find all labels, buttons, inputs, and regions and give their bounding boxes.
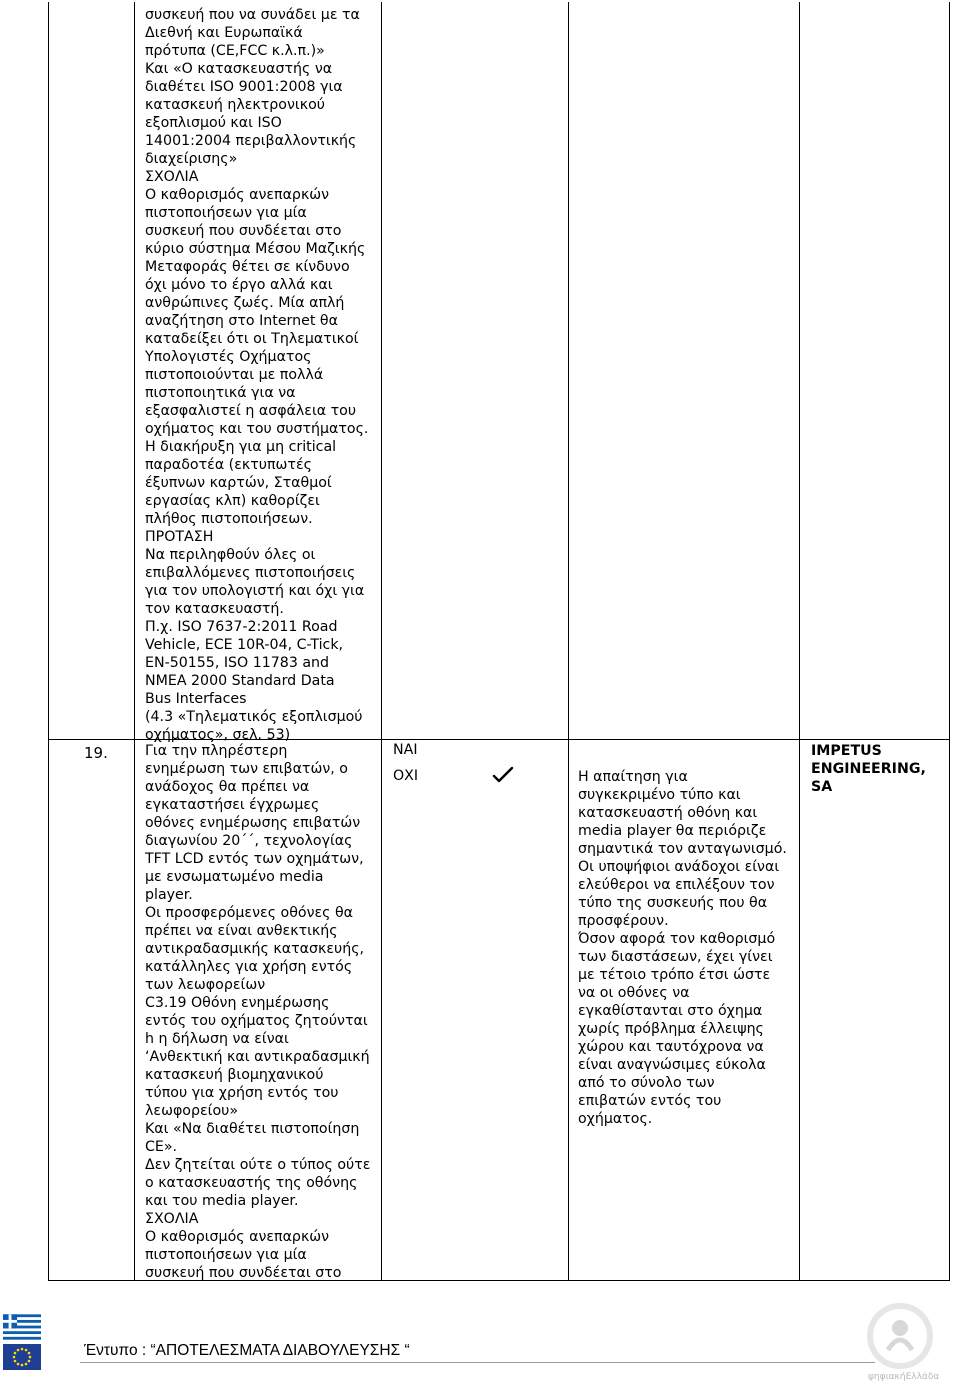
- text-line: χωρίς πρόβλημα έλλειψης: [578, 1021, 764, 1037]
- text-line: Οι προσφερόμενες οθόνες θα: [145, 905, 354, 921]
- text-line: τύπου για χρήση εντός του: [145, 1085, 339, 1101]
- text-line: ΣΧΟΛΙΑ: [145, 1211, 199, 1227]
- text-line: διαθέτει ISO 9001:2008 για: [145, 79, 343, 95]
- text-line: κύριο σύστημα Μέσου Μαζικής: [145, 241, 366, 257]
- text-line: ο κατασκευαστής της οθόνης: [145, 1175, 358, 1191]
- prev-row-comment: [145, 6, 368, 744]
- text-line: κατάλληλες για χρήση εντός: [145, 959, 353, 975]
- text-line: Διεθνή και Ευρωπαϊκά: [145, 25, 303, 41]
- text-line: διαγωνίου 20΄΄, τεχνολογίας: [145, 833, 353, 849]
- text-line: σημαντικά τον ανταγωνισμό.: [578, 841, 787, 857]
- text-line: οχήματος.: [578, 1111, 653, 1127]
- text-line: IMPETUS: [811, 743, 882, 759]
- text-line: Ο καθορισμός ανεπαρκών: [145, 1229, 330, 1245]
- text-line: Π.χ. ISO 7637-2:2011 Road: [145, 619, 338, 635]
- greek-flag-icon: [3, 1312, 41, 1342]
- text-line: Vehicle, ECE 10R-04, C-Tick,: [145, 637, 344, 653]
- table-border-right: [949, 2, 950, 1281]
- text-line: έξυπνων καρτών, Σταθμοί: [145, 475, 332, 491]
- text-line: Να περιληφθούν όλες οι: [145, 547, 316, 563]
- text-line: κατασκευή ηλεκτρονικού: [145, 97, 325, 113]
- text-line: οχήματος», σελ. 53): [145, 727, 291, 743]
- table-col-divider-2: [381, 2, 382, 1281]
- text-line: πλήθος πιστοποιήσεων.: [145, 511, 313, 527]
- text-line: παραδοτέα (εκτυπωτές: [145, 457, 312, 473]
- text-line: ενημέρωση των επιβατών, ο: [145, 761, 348, 777]
- row19-response: [578, 768, 787, 1128]
- text-line: CE».: [145, 1139, 178, 1155]
- table-col-divider-1: [134, 2, 135, 1281]
- text-line: συσκευή που συνδέεται στο: [145, 223, 342, 239]
- text-line: να οι οθόνες να: [578, 985, 690, 1001]
- text-line: των λεωφορείων: [145, 977, 266, 993]
- text-line: αναζήτηση στο Internet θα: [145, 313, 338, 329]
- text-line: συσκευή που να συνάδει με τα: [145, 7, 360, 23]
- text-line: όχι μόνο το έργο αλλά και: [145, 277, 333, 293]
- text-line: (4.3 «Τηλεματικός εξοπλισμού: [145, 709, 363, 725]
- text-line: 14001:2004 περιβαλλοντικής: [145, 133, 357, 149]
- text-line: C3.19 Οθόνη ενημέρωσης: [145, 995, 330, 1011]
- text-line: ελεύθεροι να επιλέξουν τον: [578, 877, 775, 893]
- text-line: Για την πληρέστερη: [145, 743, 288, 759]
- text-line: προσφέρουν.: [578, 913, 669, 929]
- text-line: h η δήλωση να είναι: [145, 1031, 289, 1047]
- text-line: αντικραδασμικής κατασκευής,: [145, 941, 365, 957]
- text-line: SA: [811, 779, 833, 795]
- text-line: εργασίας κλπ) καθορίζει: [145, 493, 320, 509]
- table-col-divider-4: [799, 2, 800, 1281]
- text-line: πιστοποιήσεων για μία: [145, 1247, 307, 1263]
- text-line: κατασκευή βιομηχανικού: [145, 1067, 324, 1083]
- text-line: Η διακήρυξη για μη critical: [145, 439, 337, 455]
- text-line: για τον υπολογιστή και όχι για: [145, 583, 365, 599]
- text-line: Bus Interfaces: [145, 691, 247, 707]
- company-name: [811, 742, 926, 796]
- text-line: με τέτοιο τρόπο έτσι ώστε: [578, 967, 771, 983]
- text-line: από το σύνολο των: [578, 1075, 715, 1091]
- text-line: NMEA 2000 Standard Data: [145, 673, 335, 689]
- text-line: media player θα περιόριζε: [578, 823, 767, 839]
- text-line: συγκεκριμένο τύπο και: [578, 787, 741, 803]
- footer-divider: [80, 1362, 875, 1363]
- text-line: επιβατών εντός του: [578, 1093, 722, 1109]
- text-line: καταδείξει ότι οι Τηλεματικοί: [145, 331, 359, 347]
- text-line: συσκευή που συνδέεται στο: [145, 1265, 342, 1281]
- eu-flag-icon: [3, 1344, 41, 1370]
- text-line: των διαστάσεων, έχει γίνει: [578, 949, 773, 965]
- text-line: πιστοποιούνται με πολλά: [145, 367, 324, 383]
- footer-form-title: Έντυπο : “ΑΠΟΤΕΛΕΣΜΑΤΑ ΔΙΑΒΟΥΛΕΥΣΗΣ “: [84, 1342, 410, 1359]
- text-line: Και «Να διαθέτει πιστοποίηση: [145, 1121, 360, 1137]
- text-line: οχήματος και του συστήματος.: [145, 421, 369, 437]
- logo-text: ψηφιακήΕλλάδα: [868, 1372, 940, 1382]
- text-line: ‘Ανθεκτική και αντικραδασμική: [145, 1049, 370, 1065]
- text-line: τον κατασκευαστή.: [145, 601, 284, 617]
- text-line: λεωφορείου»: [145, 1103, 239, 1119]
- text-line: εγκαταστήσει έγχρωμες: [145, 797, 320, 813]
- text-line: πιστοποιήσεων για μία: [145, 205, 307, 221]
- text-line: player.: [145, 887, 193, 903]
- text-line: Οι υποψήφιοι ανάδοχοι είναι: [578, 859, 780, 875]
- text-line: TFT LCD εντός των οχημάτων,: [145, 851, 364, 867]
- text-line: ανάδοχος θα πρέπει να: [145, 779, 310, 795]
- text-line: πιστοποιητικά για να: [145, 385, 296, 401]
- row-number: 19.: [84, 744, 108, 762]
- text-line: κατασκευαστή οθόνη και: [578, 805, 758, 821]
- text-line: ENGINEERING,: [811, 761, 926, 777]
- text-line: Μεταφοράς θέτει σε κίνδυνο: [145, 259, 350, 275]
- text-line: εντός του οχήματος ζητούνται: [145, 1013, 368, 1029]
- table-border-left: [48, 2, 49, 1281]
- text-line: Δεν ζητείται ούτε ο τύπος ούτε: [145, 1157, 371, 1173]
- text-line: Ο καθορισμός ανεπαρκών: [145, 187, 330, 203]
- text-line: πρότυπα (CE,FCC κ.λ.π.)»: [145, 43, 325, 59]
- text-line: EN-50155, ISO 11783 and: [145, 655, 330, 671]
- text-line: Η απαίτηση για: [578, 769, 688, 785]
- text-line: είναι αναγνώσιμες εύκολα: [578, 1057, 766, 1073]
- no-label: ΟΧΙ: [393, 768, 419, 784]
- text-line: χώρου και ταυτόχρονα να: [578, 1039, 764, 1055]
- text-line: Και «Ο κατασκευαστής να: [145, 61, 333, 77]
- text-line: επιβαλλόμενες πιστοποιήσεις: [145, 565, 356, 581]
- text-line: εξασφαλιστεί η ασφάλεια του: [145, 403, 357, 419]
- text-line: πρέπει να είναι ανθεκτικής: [145, 923, 338, 939]
- text-line: οθόνες ενημέρωσης επιβατών: [145, 815, 361, 831]
- text-line: ΠΡΟΤΑΣΗ: [145, 529, 214, 545]
- yes-label: ΝΑΙ: [393, 742, 418, 758]
- text-line: με ενσωματωμένο media: [145, 869, 324, 885]
- row19-comment: [145, 742, 370, 1282]
- table-col-divider-3: [568, 2, 569, 1281]
- text-line: Όσον αφορά τον καθορισμό: [578, 931, 776, 947]
- text-line: Υπολογιστές Οχήματος: [145, 349, 312, 365]
- text-line: εξοπλισμού και ISO: [145, 115, 282, 131]
- text-line: εγκαθίστανται στο όχημα: [578, 1003, 763, 1019]
- text-line: ανθρώπινες ζωές. Μία απλή: [145, 295, 345, 311]
- text-line: τύπο της συσκευής που θα: [578, 895, 768, 911]
- text-line: και του media player.: [145, 1193, 299, 1209]
- text-line: διαχείρισης»: [145, 151, 238, 167]
- text-line: ΣΧΟΛΙΑ: [145, 169, 199, 185]
- checkmark-icon: [492, 766, 514, 784]
